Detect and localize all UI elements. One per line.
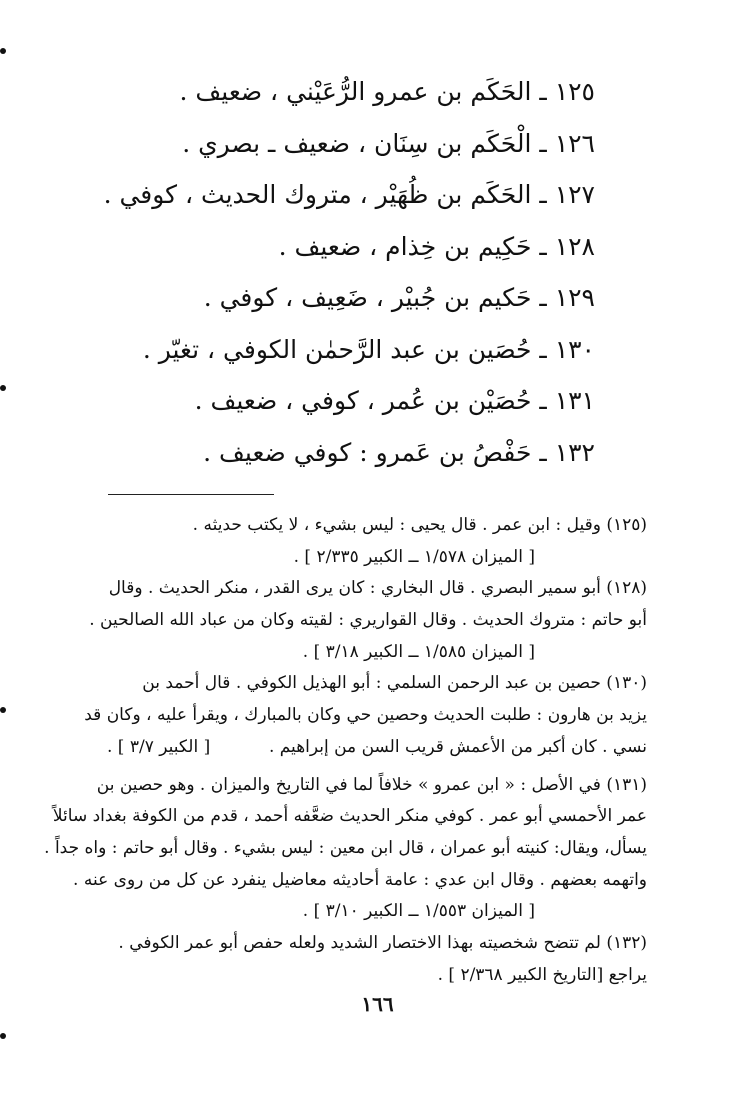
entry-132: ١٣٢ ـ حَفْصُ بن عَمرو : كوفي ضعيف . (203, 437, 595, 467)
entry-129: ١٢٩ ـ حَكيم بن جُبيْر ، ضَعِيف ، كوفي . (203, 283, 595, 312)
footnote-130-text: نسي . كان أكبر من الأعمش قريب السن من إبراهيم . (268, 736, 647, 757)
footnote-131-line-2: عمر الأحمسي أبو عمر . كوفي منكر الحديث ضعَّفه أحمد ، قدم من الكوفة بغداد سائلاً (52, 806, 647, 827)
scan-mark (0, 385, 6, 391)
entry-126: ١٢٦ ـ الْحَكَم بن سِنَان ، ضعيف ـ بصري . (182, 128, 595, 158)
page-number: ١٦٦ (361, 992, 394, 1016)
footnote-125-line-1: (١٢٥) وقيل : ابن عمر . قال يحيى : ليس بشيء ، لا يكتب حديثه . (192, 515, 647, 535)
footnote-128-source: [ الميزان ١/٥٨٥ ــ الكبير ٣/١٨ ] . (302, 641, 535, 662)
entry-131: ١٣١ ـ حُصَيْن بن عُمر ، كوفي ، ضعيف . (194, 386, 595, 415)
scan-mark (0, 1033, 6, 1039)
footnote-131-line-3: يسأل، ويقال: كنيته أبو عمران ، قال ابن معين : ليس بشيء . وقال أبو حاتم : واه جداً . (44, 837, 647, 858)
footnote-132-line-2: يراجع [التاريخ الكبير ٢/٣٦٨ ] . (437, 964, 647, 985)
footnote-131-line-1: (١٣١) في الأصل : « ابن عمرو » خلافاً لما في التاريخ والميزان . وهو حصين بن (96, 774, 647, 795)
narrator-entries (95, 66, 595, 478)
footnote-125-source: [ الميزان ١/٥٧٨ ــ الكبير ٢/٣٣٥ ] . (293, 546, 535, 567)
footnote-130-line-2: يزيد بن هارون : طلبت الحديث وحصين حي وكان بالمبارك ، ويقرأ عليه ، وكان قد (84, 705, 647, 726)
footnotes (44, 510, 647, 991)
entry-125: ١٢٥ ـ الحَكَم بن عمرو الرُّعَيْني ، ضعيف . (179, 77, 595, 106)
footnote-separator (108, 494, 274, 495)
footnote-131-source: [ الميزان ١/٥٥٣ ــ الكبير ٣/١٠ ] . (302, 901, 535, 922)
footnote-132-line-1: (١٣٢) لم تتضح شخصيته بهذا الاختصار الشديد ولعله حفص أبو عمر الكوفي . (118, 932, 647, 953)
entry-130: ١٣٠ ـ حُصَين بن عبد الرَّحمٰن الكوفي ، تغيّر . (142, 334, 595, 364)
footnote-130-source: [ الكبير ٣/٧ ] . (107, 736, 211, 757)
footnote-130-line-1: (١٣٠) حصين بن عبد الرحمن السلمي : أبو الهذيل الكوفي . قال أحمد بن (142, 673, 647, 694)
footnote-131-line-4: واتهمه بعضهم . وقال ابن عدي : عامة أحاديثه معاضيل ينفرد عن كل من روى عنه . (73, 869, 647, 890)
scan-mark (0, 707, 6, 713)
entry-127: ١٢٧ ـ الحَكَم بن ظُهَيْر ، متروك الحديث ، كوفي . (103, 180, 595, 209)
footnote-130-line-3 (107, 732, 647, 764)
scan-mark (0, 48, 6, 54)
entry-128: ١٢٨ ـ حَكِيم بن خِذام ، ضعيف . (278, 231, 595, 261)
footnote-128-line-2: أبو حاتم : متروك الحديث . وقال القواريري : لقيته وكان من عباد الله الصالحين . (89, 610, 647, 631)
footnote-128-line-1: (١٢٨) أبو سمير البصري . قال البخاري : كان يرى القدر ، منكر الحديث . وقال (108, 578, 647, 599)
